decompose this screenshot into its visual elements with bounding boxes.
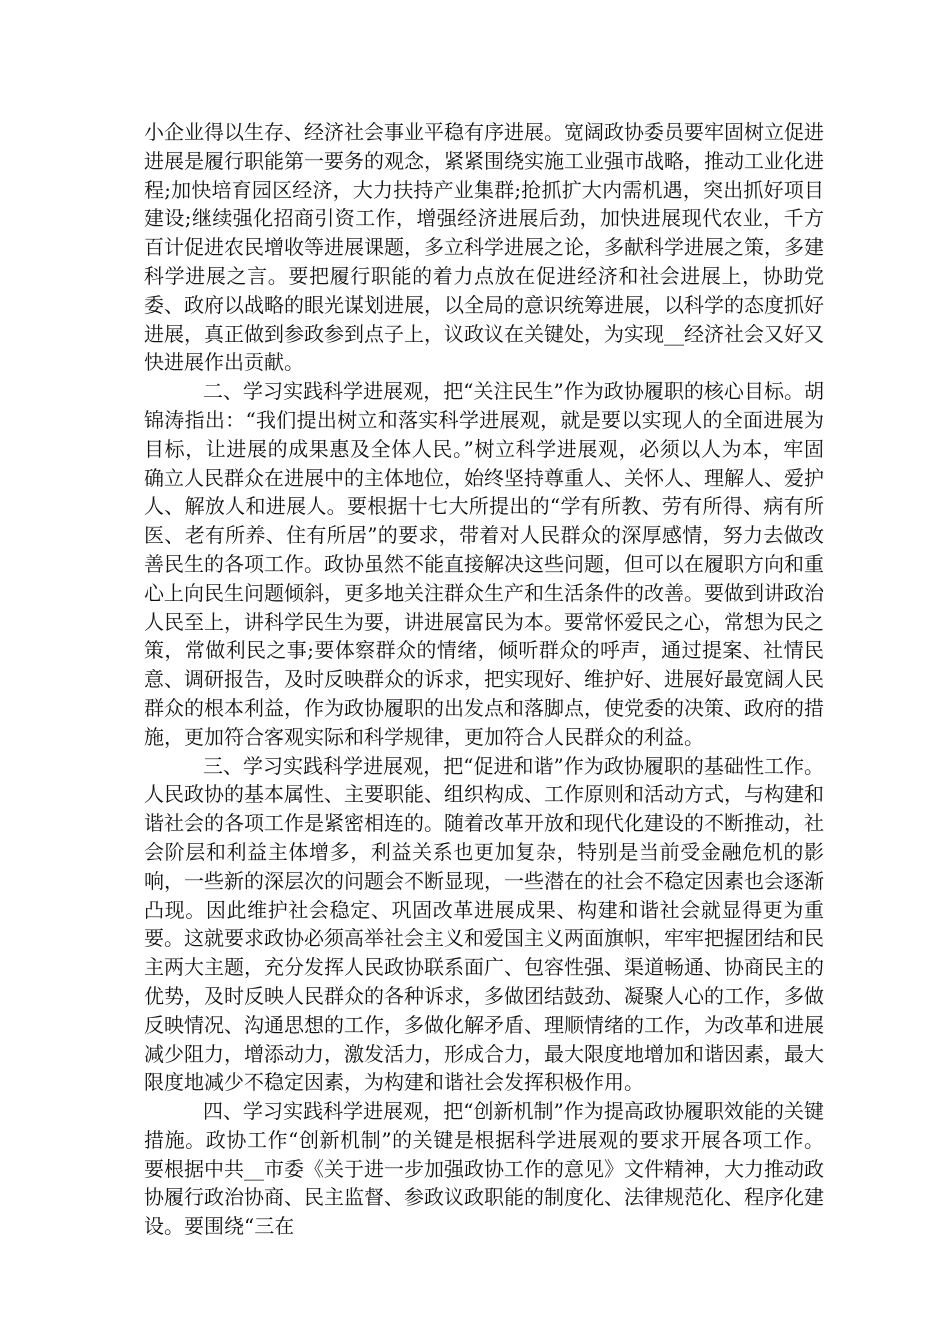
- paragraph-1: 小企业得以生存、经济社会事业平稳有序进展。宽阔政协委员要牢固树立促进进展是履行职能第一要务的观念，紧紧围绕实施工业强市战略，推动工业化进程;加快培育园区经济，大力扶持产业集群;抢抓扩大内需机遇，突出抓好项目建设;继续强化招商引资工作，增强经济进展后劲，加快进展现代农业，千方百计促进农民增收等进展课题，多立科学进展之论，多献科学进展之策，多建科学进展之言。要把履行职能的着力点放在促进经济和社会进展上，协助党委、政府以战略的眼光谋划进展，以全局的意识统筹进展，以科学的态度抓好进展，真正做到参政参到点子上，议政议在关键处，为实现__经济社会又好又快进展作出贡献。: [144, 120, 824, 375]
- paragraph-4: 四、学习实践科学进展观，把“创新机制”作为提高政协履职效能的关键措施。政协工作“创新机制”的关键是根据科学进展观的要求开展各项工作。要根据中共__市委《关于进一步加强政协工作的意见》文件精神，大力推动政协履行政治协商、民主监督、参政议政职能的制度化、法律规范化、程序化建设。要围绕“三在: [144, 1099, 824, 1239]
- document-body: [144, 118, 824, 1241]
- paragraph-3: 三、学习实践科学进展观，把“促进和谐”作为政协履职的基础性工作。人民政协的基本属性、主要职能、组织构成、工作原则和活动方式，与构建和谐社会的各项工作是紧密相连的。随着改革开放和现代化建设的不断推动，社会阶层和利益主体增多，利益关系也更加复杂，特别是当前受金融危机的影响，一些新的深层次的问题会不断显现，一些潜在的社会不稳定因素也会逐渐凸现。因此维护社会稳定、巩固改革进展成果、构建和谐社会就显得更为重要。这就要求政协必须高举社会主义和爱国主义两面旗帜，牢牢把握团结和民主两大主题，充分发挥人民政协联系面广、包容性强、渠道畅通、协商民主的优势，及时反映人民群众的各种诉求，多做团结鼓劲、凝聚人心的工作，多做反映情况、沟通思想的工作，多做化解矛盾、理顺情绪的工作，为改革和进展减少阻力，增添动力，激发活力，形成合力，最大限度地增加和谐因素，最大限度地减少不稳定因素，为构建和谐社会发挥积极作用。: [144, 753, 824, 1095]
- paragraph-2: 二、学习实践科学进展观，把“关注民生”作为政协履职的核心目标。胡锦涛指出：“我们提出树立和落实科学进展观，就是要以实现人的全面进展为目标，让进展的成果惠及全体人民。”树立科学进展观，必须以人为本，牢固确立人民群众在进展中的主体地位，始终坚持尊重人、关怀人、理解人、爱护人、解放人和进展人。要根据十七大所提出的“学有所教、劳有所得、病有所医、老有所养、住有所居”的要求，带着对人民群众的深厚感情，努力去做改善民生的各项工作。政协虽然不能直接解决这些问题，但可以在履职方向和重心上向民生问题倾斜，更多地关注群众生产和生活条件的改善。要做到讲政治人民至上，讲科学民生为要，讲进展富民为本。要常怀爱民之心，常想为民之策，常做利民之事;要体察群众的情绪，倾听群众的呼声，通过提案、社情民意、调研报告，及时反映群众的诉求，把实现好、维护好、进展好最宽阔人民群众的根本利益，作为政协履职的出发点和落脚点，使党委的决策、政府的措施，更加符合客观实际和科学规律，更加符合人民群众的利益。: [144, 379, 824, 749]
